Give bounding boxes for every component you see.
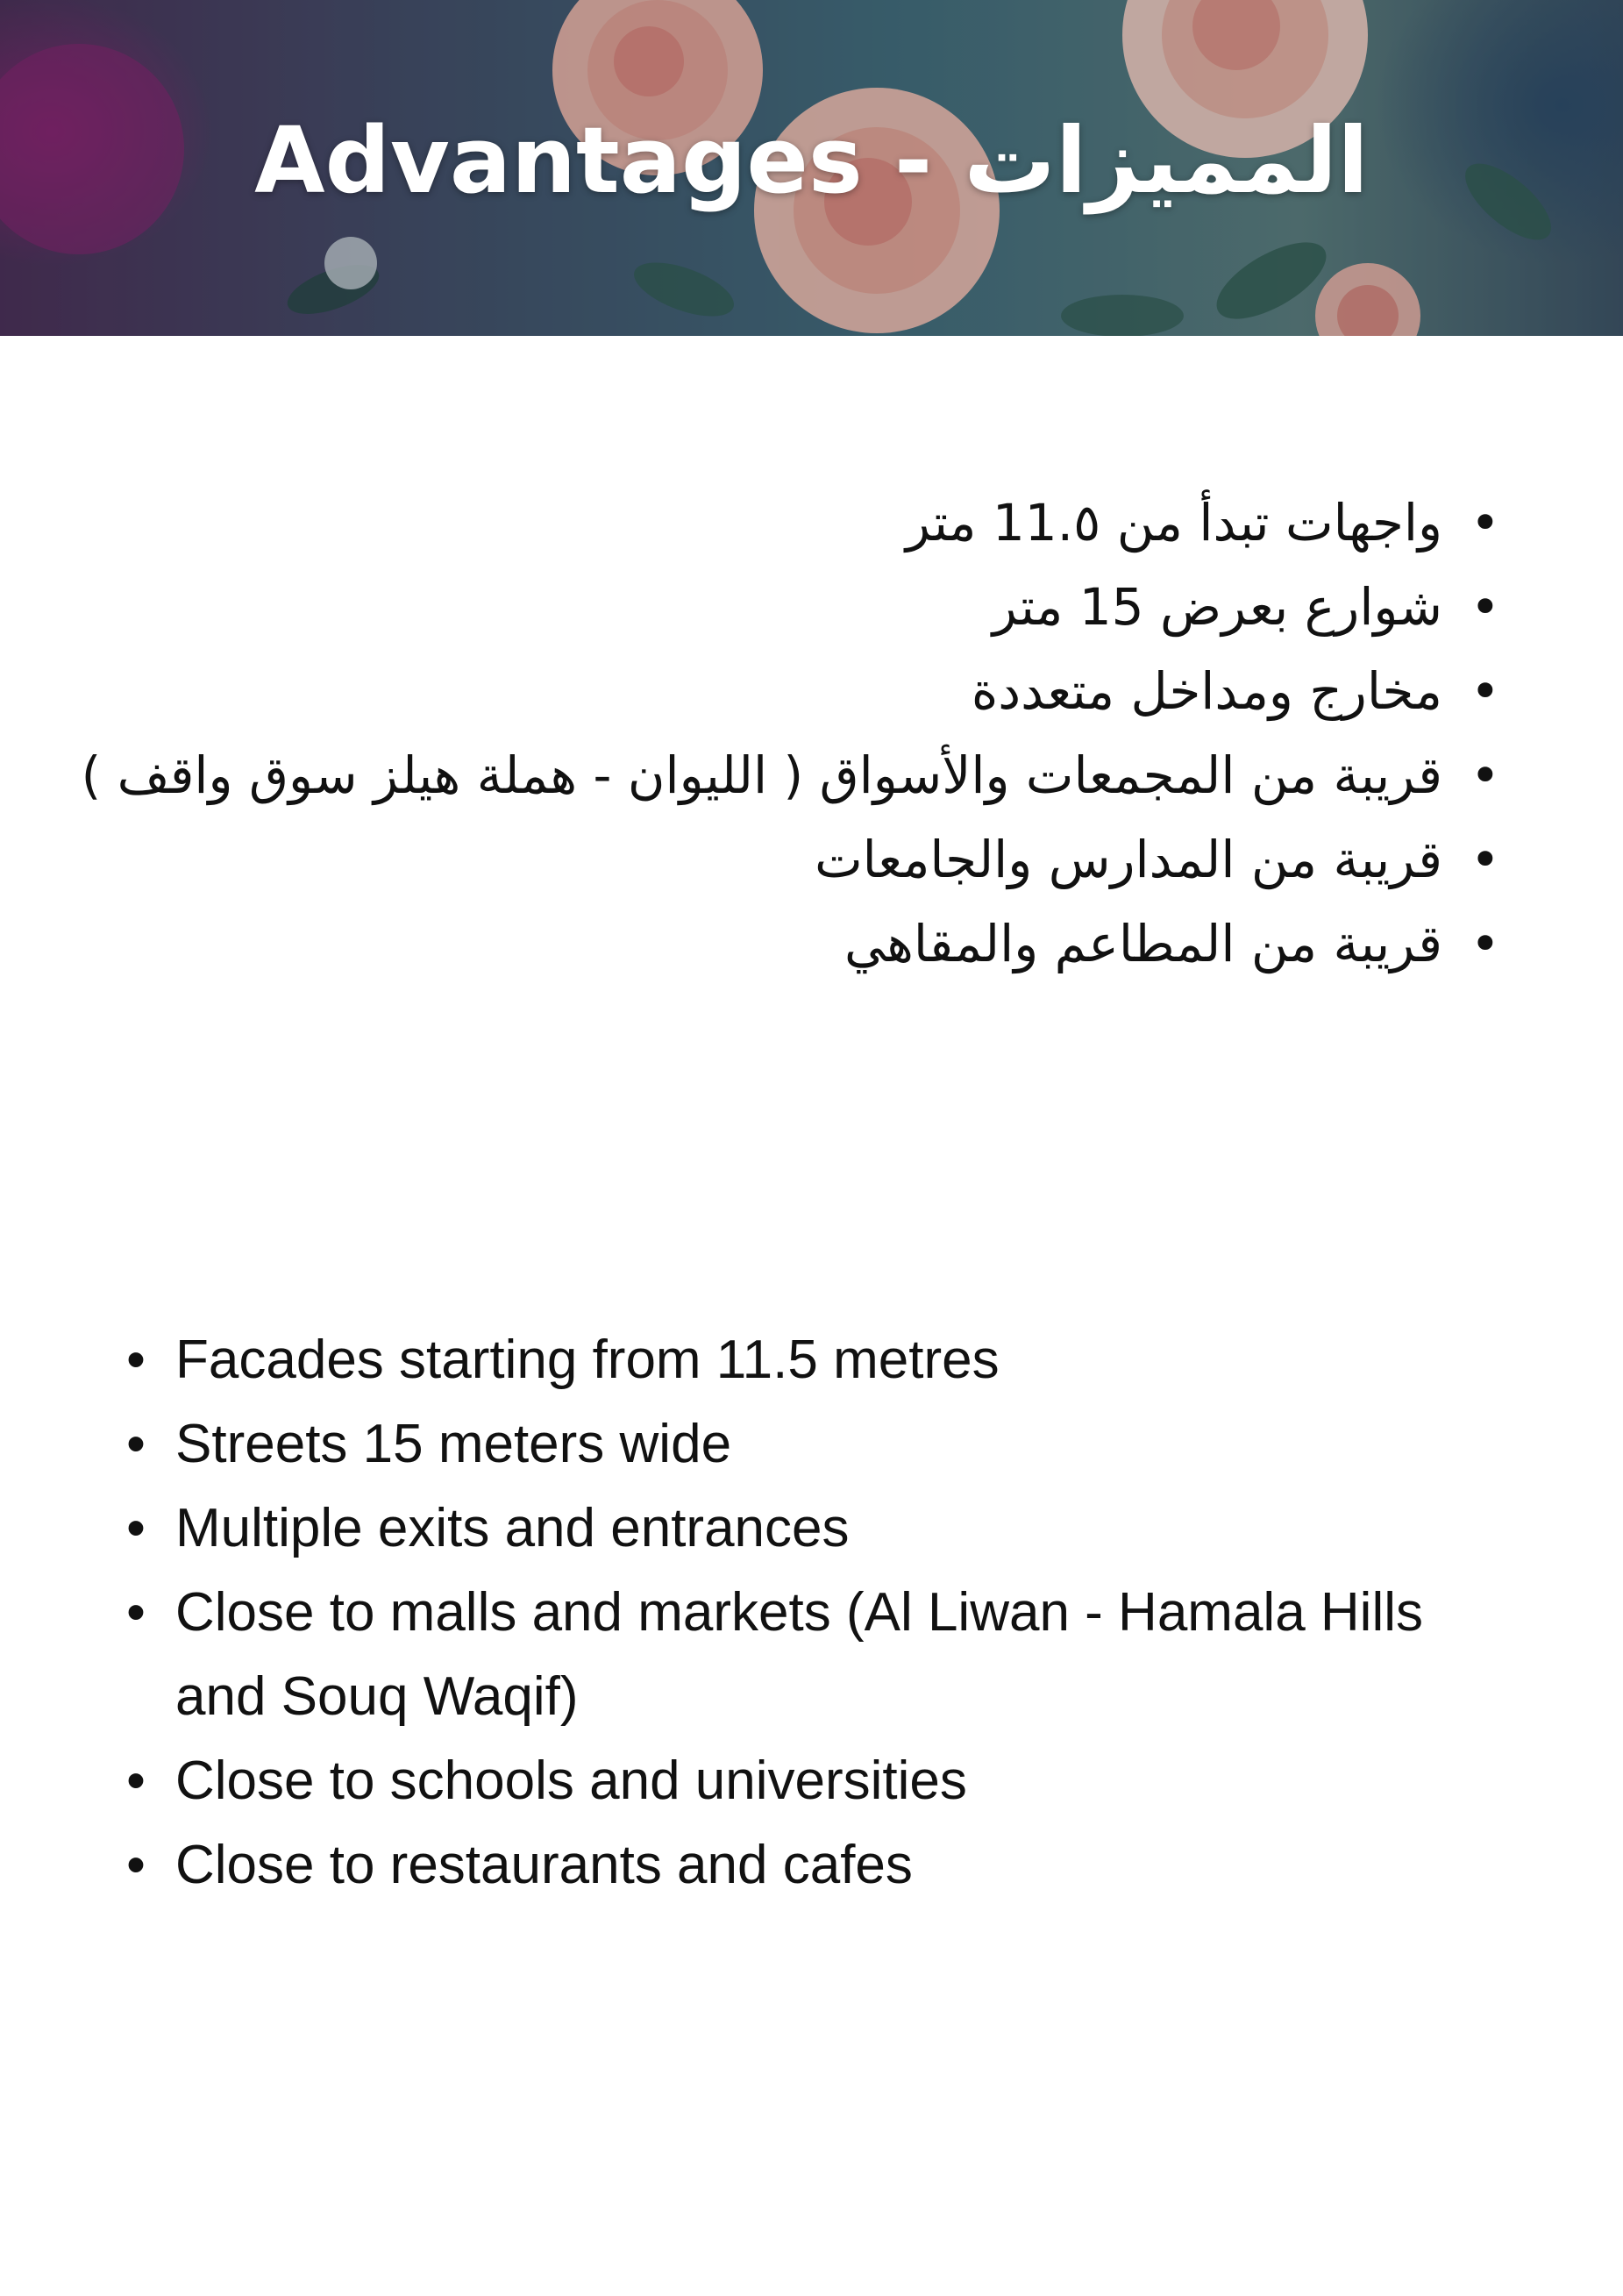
list-item-text: Streets 15 meters wide xyxy=(175,1414,732,1474)
list-item xyxy=(62,902,1500,986)
bullet-icon: • xyxy=(1470,493,1500,553)
list-item xyxy=(123,1487,1508,1571)
list-item-text: Close to malls and markets (Al Liwan - Hamala Hills and Souq Waqif) xyxy=(175,1582,1424,1727)
english-advantages-list xyxy=(123,1318,1508,1907)
list-item-text: Close to restaurants and cafes xyxy=(175,1835,913,1895)
bullet-icon: • xyxy=(126,1414,146,1474)
list-item xyxy=(62,733,1500,817)
bullet-icon: • xyxy=(1470,745,1500,805)
bullet-icon: • xyxy=(126,1330,146,1390)
bullet-icon: • xyxy=(1470,577,1500,637)
list-item-text: Close to schools and universities xyxy=(175,1751,967,1811)
bullet-icon: • xyxy=(126,1498,146,1558)
list-item xyxy=(123,1318,1508,1402)
list-item xyxy=(62,817,1500,902)
list-item-text: واجهات تبدأ من 11.٥ متر xyxy=(905,493,1442,553)
list-item xyxy=(62,481,1500,565)
bullet-icon: • xyxy=(126,1582,146,1643)
list-item-text: قريبة من المجمعات والأسواق ( الليوان - هملة هيلز سوق واقف ) xyxy=(81,745,1442,805)
bullet-icon: • xyxy=(126,1835,146,1895)
arabic-advantages-list xyxy=(62,481,1500,986)
header-banner xyxy=(0,0,1623,336)
list-item-text: قريبة من المطاعم والمقاهي xyxy=(844,914,1442,973)
list-item-text: قريبة من المدارس والجامعات xyxy=(815,830,1442,889)
bullet-icon: • xyxy=(1470,830,1500,889)
list-item-text: Facades starting from 11.5 metres xyxy=(175,1330,1000,1390)
list-item xyxy=(123,1739,1508,1823)
list-item xyxy=(123,1823,1508,1907)
list-item xyxy=(62,649,1500,733)
list-item xyxy=(123,1571,1508,1739)
list-item xyxy=(62,565,1500,649)
bullet-icon: • xyxy=(1470,914,1500,973)
list-item-text: Multiple exits and entrances xyxy=(175,1498,850,1558)
bullet-icon: • xyxy=(126,1751,146,1811)
list-item-text: مخارج ومداخل متعددة xyxy=(971,661,1442,721)
list-item-text: شوارع بعرض 15 متر xyxy=(992,577,1442,637)
page-title: Advantages - المميزات xyxy=(254,107,1369,214)
list-item xyxy=(123,1402,1508,1487)
bullet-icon: • xyxy=(1470,661,1500,721)
